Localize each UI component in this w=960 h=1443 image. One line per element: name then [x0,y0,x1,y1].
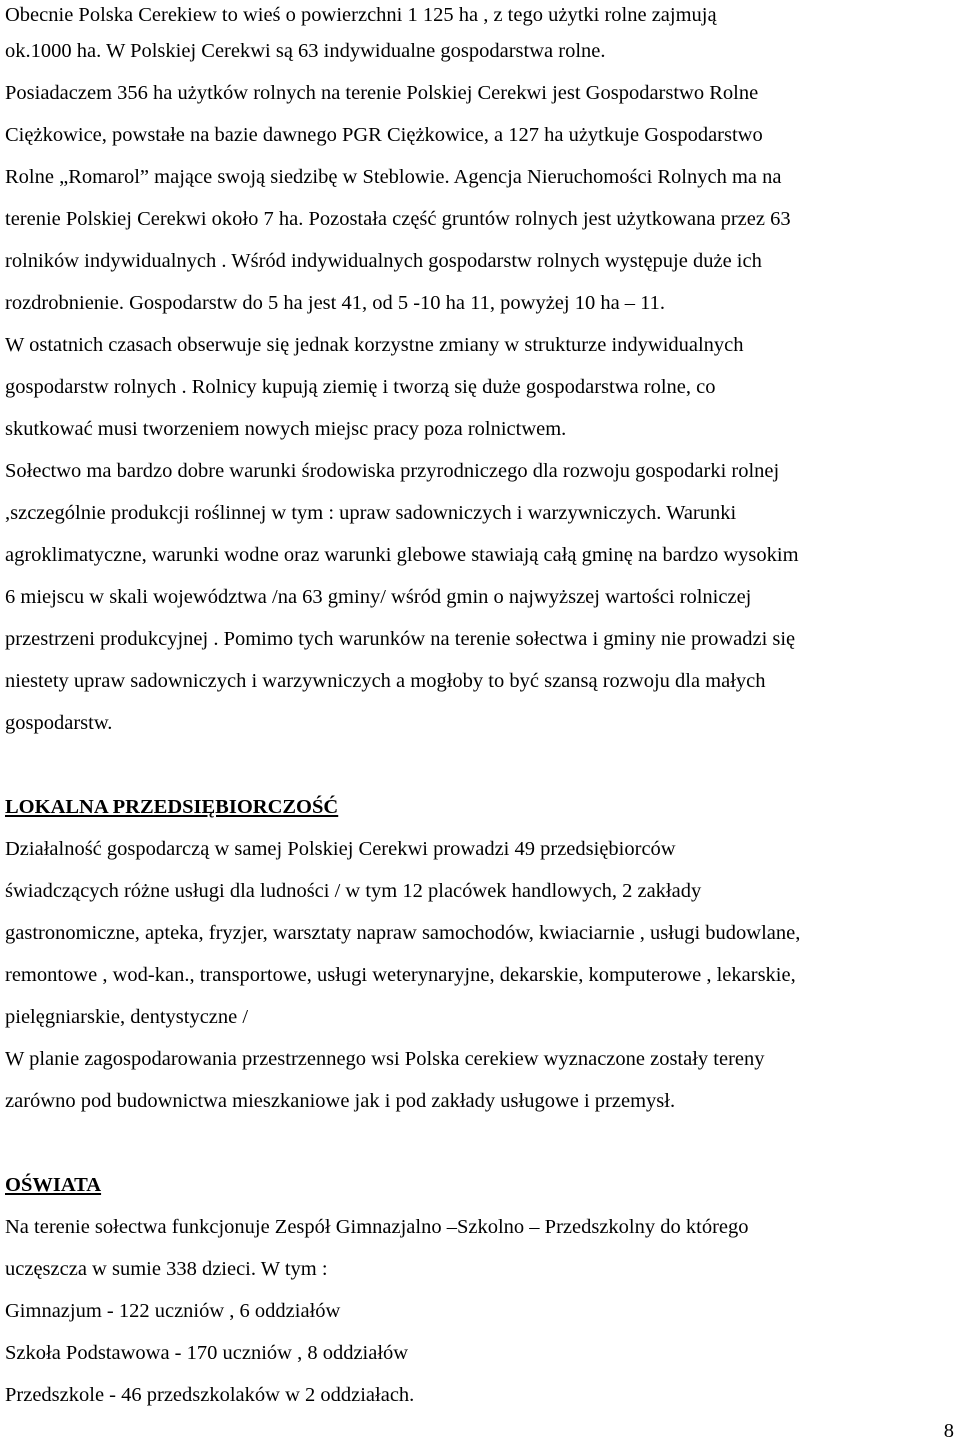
text-line: przestrzeni produkcyjnej . Pomimo tych warunków na terenie sołectwa i gminy nie prowadzi się [5,628,796,650]
text-line: niestety upraw sadowniczych i warzywniczych a mogłoby to być szansą rozwoju dla małych [5,670,766,692]
text-line: Posiadaczem 356 ha użytków rolnych na terenie Polskiej Cerekwi jest Gospodarstwo Rolne [5,82,759,104]
section-heading: LOKALNA PRZEDSIĘBIORCZOŚĆ [5,796,339,818]
text-line: Działalność gospodarczą w samej Polskiej Cerekwi prowadzi 49 przedsiębiorców [5,838,676,860]
text-line: gospodarstw. [5,712,113,734]
text-line: świadczących różne usługi dla ludności / w tym 12 placówek handlowych, 2 zakłady [5,880,702,902]
text-line: agroklimatyczne, warunki wodne oraz warunki glebowe stawiają całą gminę na bardzo wysokim [5,544,799,566]
agriculture-section [5,0,955,744]
text-line: skutkować musi tworzeniem nowych miejsc pracy poza rolnictwem. [5,418,567,440]
section-spacer [5,1122,955,1164]
education-section [5,1164,955,1416]
text-line: Na terenie sołectwa funkcjonuje Zespół Gimnazjalno –Szkolno – Przedszkolny do którego [5,1216,749,1238]
section-heading: OŚWIATA [5,1174,102,1196]
text-line: gospodarstw rolnych . Rolnicy kupują ziemię i tworzą się duże gospodarstwa rolne, co [5,376,716,398]
document-page [5,0,955,1416]
text-line: Szkoła Podstawowa - 170 uczniów , 8 oddziałów [5,1342,409,1364]
text-line: remontowe , wod-kan., transportowe, usługi weterynaryjne, dekarskie, komputerowe , lekarskie, [5,964,796,986]
section-spacer [5,744,955,786]
text-line: 6 miejscu w skali województwa /na 63 gminy/ wśród gmin o najwyższej wartości rolniczej [5,586,752,608]
text-line: Gimnazjum - 122 uczniów , 6 oddziałów [5,1300,341,1322]
text-line: ok.1000 ha. W Polskiej Cerekwi są 63 indywidualne gospodarstwa rolne. [5,40,606,62]
text-line: Sołectwo ma bardzo dobre warunki środowiska przyrodniczego dla rozwoju gospodarki rolnej [5,460,780,482]
text-line: uczęszcza w sumie 338 dzieci. W tym : [5,1258,328,1280]
text-line: W ostatnich czasach obserwuje się jednak korzystne zmiany w strukturze indywidualnych [5,334,744,356]
text-line: Przedszkole - 46 przedszkolaków w 2 oddziałach. [5,1384,415,1406]
text-line: Obecnie Polska Cerekiew to wieś o powierzchni 1 125 ha , z tego użytki rolne zajmują [5,4,717,26]
text-line: pielęgniarskie, dentystyczne / [5,1006,249,1028]
text-line: W planie zagospodarowania przestrzennego wsi Polska cerekiew wyznaczone zostały tereny [5,1048,765,1070]
text-line: Ciężkowice, powstałe na bazie dawnego PGR Ciężkowice, a 127 ha użytkuje Gospodarstwo [5,124,763,146]
text-line: ,szczególnie produkcji roślinnej w tym : upraw sadowniczych i warzywniczych. Warunki [5,502,737,524]
business-section [5,786,955,1122]
text-line: terenie Polskiej Cerekwi około 7 ha. Pozostała część gruntów rolnych jest użytkowana przez 63 [5,208,791,230]
text-line: rozdrobnienie. Gospodarstw do 5 ha jest 41, od 5 -10 ha 11, powyżej 10 ha – 11. [5,292,666,314]
page-number: 8 [943,1420,954,1442]
text-line: gastronomiczne, apteka, fryzjer, warsztaty napraw samochodów, kwiaciarnie , usługi budowlane, [5,922,801,944]
text-line: Rolne „Romarol” mające swoją siedzibę w Steblowie. Agencja Nieruchomości Rolnych ma na [5,166,782,188]
text-line: zarówno pod budownictwa mieszkaniowe jak i pod zakłady usługowe i przemysł. [5,1090,676,1112]
text-line: rolników indywidualnych . Wśród indywidualnych gospodarstw rolnych występuje duże ich [5,250,762,272]
